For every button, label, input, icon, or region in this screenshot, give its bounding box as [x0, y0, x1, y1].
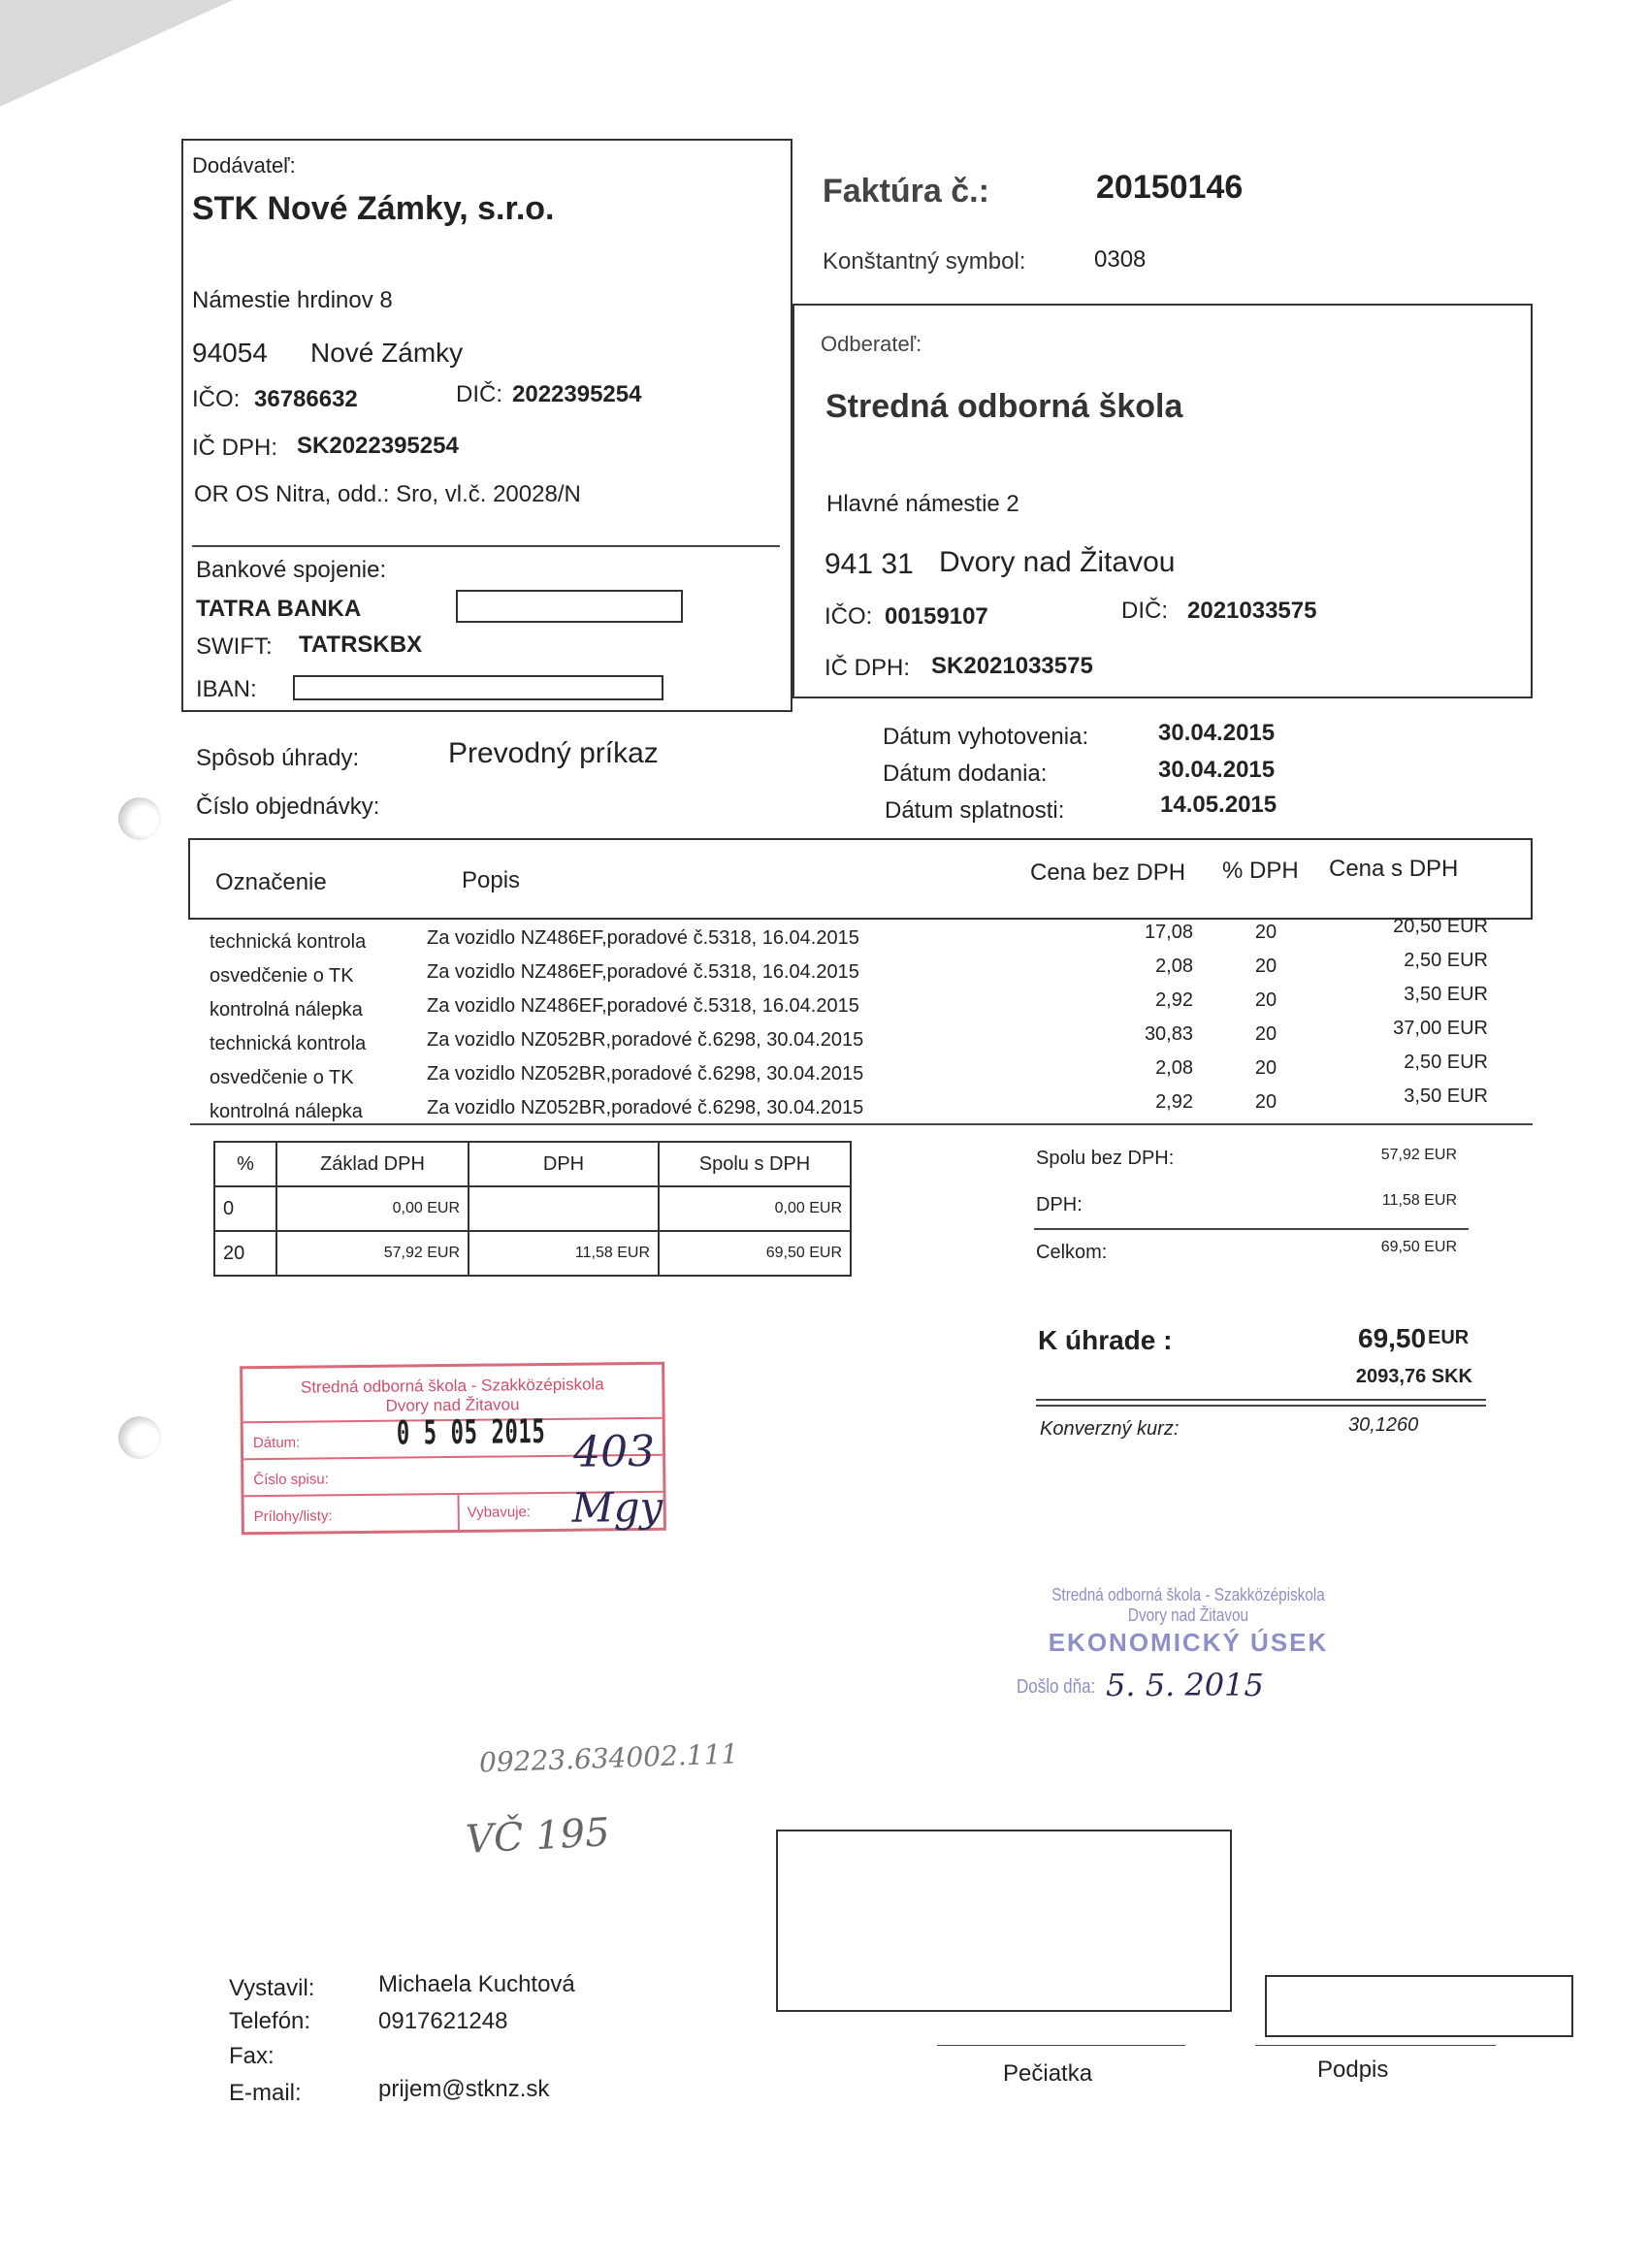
department-stamp [1018, 1585, 1358, 1658]
supplier-name: STK Nové Zámky, s.r.o. [192, 190, 555, 227]
supplier-divider [192, 545, 780, 547]
iban-field [293, 675, 663, 700]
registry-stamp-line2: Dvory nad Žitavou [385, 1395, 520, 1415]
supplier-icdph-label: IČ DPH: [192, 435, 278, 461]
amount-due-skk: 2093,76 SKK [1355, 1366, 1472, 1387]
vat-amount-cell [469, 1186, 659, 1231]
issued-by-label: Vystavil: [229, 1975, 315, 2001]
email-label: E-mail: [229, 2080, 302, 2106]
vat-amount-cell: 11,58 EUR [469, 1231, 659, 1276]
customer-ico-label: IČO: [824, 603, 873, 630]
vat-summary-header-cell: Spolu s DPH [659, 1142, 851, 1186]
order-number-label: Číslo objednávky: [196, 794, 380, 820]
customer-ico: 00159107 [885, 603, 988, 630]
item-net: 2,92 [1155, 989, 1193, 1011]
items-header-net: Cena bez DPH [1030, 859, 1186, 886]
item-code: kontrolná nálepka [210, 999, 363, 1021]
customer-name: Stredná odborná škola [825, 388, 1183, 425]
issued-date-label: Dátum vyhotovenia: [883, 724, 1089, 750]
item-gross: 2,50 EUR [1404, 1052, 1488, 1073]
department-stamp-line2: Dvory nad Žitavou [1127, 1605, 1249, 1625]
amount-due-label: K úhrade : [1038, 1325, 1173, 1355]
vat-summary-header [214, 1142, 851, 1186]
item-net: 30,83 [1144, 1023, 1193, 1045]
iban-label: IBAN: [196, 676, 257, 702]
fax-label: Fax: [229, 2043, 275, 2069]
stamp-line [937, 2045, 1185, 2046]
vat-base-cell: 0,00 EUR [276, 1186, 469, 1231]
registry-handler-signature: Mgy [571, 1482, 663, 1532]
total-gross-label: Celkom: [1036, 1242, 1108, 1263]
item-desc: Za vozidlo NZ486EF,poradové č.5318, 16.04.2015 [427, 995, 859, 1017]
item-net: 2,08 [1155, 1057, 1193, 1079]
vat-rate-cell: 0 [214, 1186, 276, 1231]
total-gross: 69,50 EUR [1380, 1239, 1457, 1255]
due-date: 14.05.2015 [1160, 792, 1277, 818]
handwritten-account-code: 09223.634002.111 [478, 1737, 739, 1779]
total-vat-label: DPH: [1036, 1194, 1083, 1215]
registry-date-value: 0 5 05 2015 [396, 1412, 546, 1453]
items-header-desc: Popis [462, 867, 521, 893]
punch-hole-bottom [118, 1416, 161, 1459]
phone-value: 0917621248 [378, 2008, 508, 2034]
const-symbol-label: Konštantný symbol: [823, 248, 1026, 275]
bank-name: TATRA BANKA [196, 596, 362, 622]
registry-attach-row [243, 1482, 663, 1533]
item-desc: Za vozidlo NZ052BR,poradové č.6298, 30.04.2015 [427, 1097, 864, 1118]
supplier-dic: 2022395254 [512, 381, 642, 407]
supplier-icdph: SK2022395254 [297, 433, 459, 459]
item-net: 2,92 [1155, 1091, 1193, 1113]
delivery-date: 30.04.2015 [1158, 757, 1276, 783]
item-vat: 20 [1254, 1057, 1277, 1079]
item-gross: 20,50 EUR [1393, 916, 1488, 937]
issued-by: Michaela Kuchtová [378, 1971, 575, 1997]
registry-handler-label: Vybavuje: [467, 1504, 532, 1521]
stamp-box [776, 1830, 1232, 2012]
registry-file-value: 403 [572, 1426, 656, 1477]
item-code: kontrolná nálepka [210, 1101, 363, 1122]
item-vat: 20 [1254, 1023, 1277, 1045]
items-header-gross: Cena s DPH [1329, 856, 1459, 882]
customer-icdph-label: IČ DPH: [824, 655, 911, 681]
item-code: osvedčenie o TK [210, 965, 354, 987]
customer-dic-label: DIČ: [1121, 598, 1168, 624]
total-net: 57,92 EUR [1380, 1147, 1457, 1163]
supplier-label: Dodávateľ: [192, 153, 296, 178]
customer-zip: 941 31 [824, 548, 914, 580]
item-gross: 3,50 EUR [1404, 1085, 1488, 1107]
items-header-vat: % DPH [1222, 858, 1299, 884]
item-net: 2,08 [1155, 956, 1193, 977]
item-gross: 37,00 EUR [1393, 1018, 1488, 1039]
customer-dic: 2021033575 [1187, 598, 1317, 624]
item-gross: 3,50 EUR [1404, 984, 1488, 1005]
punch-hole-top [118, 797, 161, 840]
item-gross: 2,50 EUR [1404, 950, 1488, 971]
const-symbol: 0308 [1094, 246, 1147, 273]
stamp-label: Pečiatka [1003, 2060, 1093, 2087]
due-date-label: Dátum splatnosti: [885, 797, 1065, 824]
vat-summary-table [213, 1141, 852, 1277]
signature-box [1265, 1975, 1573, 2037]
item-vat: 20 [1254, 1091, 1277, 1113]
customer-street: Hlavné námestie 2 [826, 491, 1019, 517]
invoice-title-label: Faktúra č.: [823, 173, 989, 210]
supplier-zip: 94054 [192, 338, 268, 368]
registry-stamp [240, 1362, 666, 1536]
delivery-date-label: Dátum dodania: [883, 761, 1048, 787]
payment-method: Prevodný príkaz [448, 737, 659, 769]
vat-summary-header-cell: % [214, 1142, 276, 1186]
supplier-register: OR OS Nitra, odd.: Sro, vl.č. 20028/N [194, 481, 581, 507]
item-desc: Za vozidlo NZ052BR,poradové č.6298, 30.04.2015 [427, 1063, 864, 1085]
vat-base-cell: 57,92 EUR [276, 1231, 469, 1276]
registry-cell-divider [458, 1495, 460, 1532]
handwritten-vc-note: VČ 195 [464, 1810, 611, 1863]
vat-summary-header-cell: DPH [469, 1142, 659, 1186]
totals-divider [1034, 1228, 1469, 1230]
payment-method-label: Spôsob úhrady: [196, 745, 360, 771]
customer-city: Dvory nad Žitavou [939, 546, 1176, 578]
received-date-label: Došlo dňa: [1017, 1676, 1096, 1698]
amount-due-line-1 [1036, 1399, 1486, 1401]
item-code: technická kontrola [210, 1033, 367, 1054]
item-desc: Za vozidlo NZ486EF,poradové č.5318, 16.04.2015 [427, 961, 859, 983]
vat-total-cell: 69,50 EUR [659, 1231, 851, 1276]
item-desc: Za vozidlo NZ486EF,poradové č.5318, 16.04.2015 [427, 927, 859, 949]
amount-due-line-2 [1036, 1405, 1486, 1407]
customer-icdph: SK2021033575 [931, 653, 1093, 679]
item-vat: 20 [1254, 989, 1277, 1011]
supplier-dic-label: DIČ: [456, 381, 502, 407]
total-net-label: Spolu bez DPH: [1036, 1148, 1175, 1169]
item-vat: 20 [1254, 956, 1277, 977]
amount-due-currency: EUR [1428, 1327, 1470, 1348]
supplier-ico: 36786632 [254, 386, 358, 412]
swift-label: SWIFT: [196, 633, 273, 660]
bank-account-field [456, 590, 683, 623]
page-corner-fold [0, 0, 233, 107]
item-code: technická kontrola [210, 931, 367, 953]
vat-total-cell: 0,00 EUR [659, 1186, 851, 1231]
vat-rate-cell: 20 [214, 1231, 276, 1276]
total-vat: 11,58 EUR [1381, 1192, 1457, 1209]
amount-due: 69,50 [1358, 1323, 1427, 1353]
department-stamp-line3: EKONOMICKÝ ÚSEK [1048, 1628, 1329, 1657]
registry-attach-label: Prílohy/listy: [253, 1507, 333, 1526]
customer-label: Odberateľ: [821, 332, 922, 356]
item-code: osvedčenie o TK [210, 1067, 354, 1088]
received-date-value: 5. 5. 2015 [1106, 1667, 1264, 1703]
supplier-street: Námestie hrdinov 8 [192, 287, 393, 313]
conversion-rate-label: Konverzný kurz: [1040, 1418, 1180, 1440]
item-net: 17,08 [1144, 922, 1193, 943]
phone-label: Telefón: [229, 2008, 311, 2034]
table-row [214, 1231, 851, 1276]
department-stamp-line1: Stredná odborná škola - Szakközépiskola [1051, 1585, 1325, 1604]
item-vat: 20 [1254, 922, 1277, 943]
issued-date: 30.04.2015 [1158, 720, 1276, 746]
items-bottom-line [190, 1123, 1533, 1125]
vat-summary-header-cell: Základ DPH [276, 1142, 469, 1186]
supplier-city: Nové Zámky [310, 338, 464, 368]
signature-label: Podpis [1317, 2057, 1389, 2083]
conversion-rate: 30,1260 [1348, 1414, 1419, 1436]
swift-value: TATRSKBX [299, 632, 423, 658]
table-row [214, 1186, 851, 1231]
bank-label: Bankové spojenie: [196, 557, 387, 583]
registry-date-label: Dátum: [252, 1434, 301, 1452]
items-header-code: Označenie [215, 869, 327, 895]
signature-line [1255, 2045, 1496, 2046]
registry-stamp-line1: Stredná odborná škola - Szakközépiskola [300, 1375, 604, 1397]
email-value: prijem@stknz.sk [378, 2076, 550, 2102]
supplier-ico-label: IČO: [192, 386, 241, 412]
invoice-number: 20150146 [1096, 169, 1244, 206]
item-desc: Za vozidlo NZ052BR,poradové č.6298, 30.04.2015 [427, 1029, 864, 1051]
registry-file-label: Číslo spisu: [253, 1471, 329, 1489]
